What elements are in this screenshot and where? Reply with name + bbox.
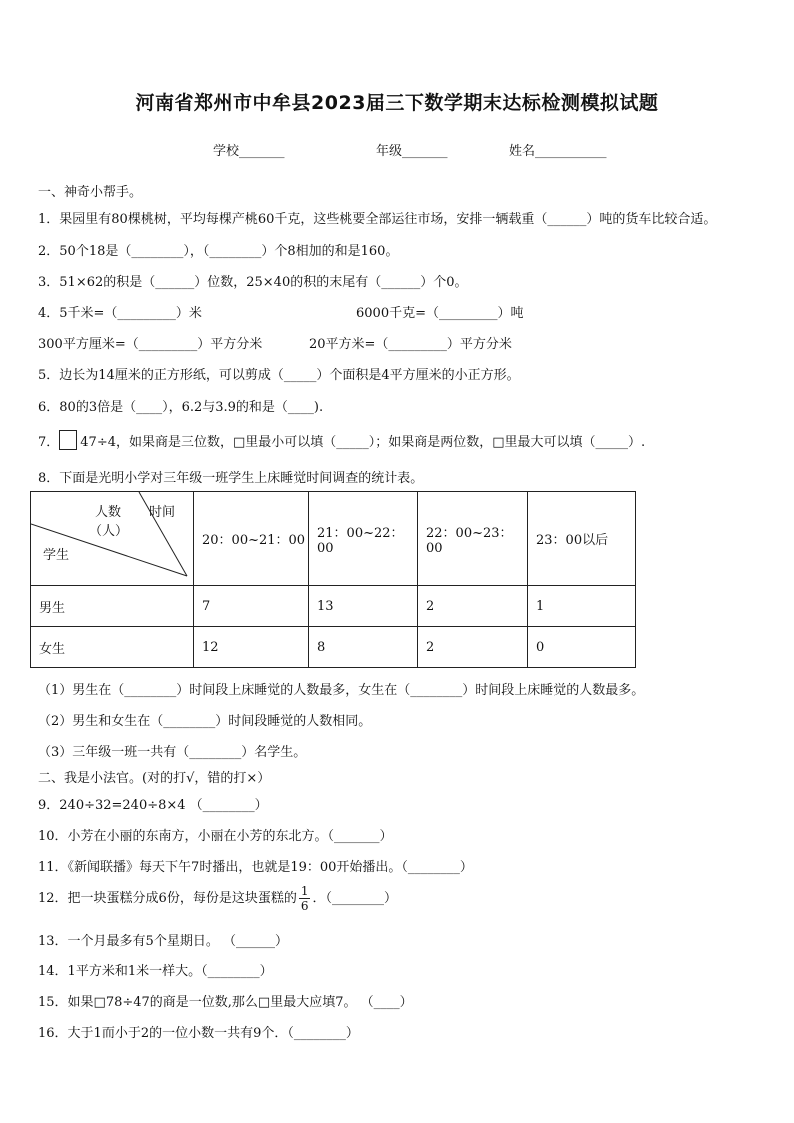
fraction-one-sixth [299, 884, 311, 913]
corner-time-label: 时间 [149, 505, 176, 520]
table-row-boys [31, 586, 636, 627]
corner-people-label: 人数 [95, 505, 122, 520]
question-16: 16．大于1而小于2的一位小数一共有9个．（________） [38, 1026, 359, 1041]
grade-field: 年级_______ [376, 144, 448, 159]
table-cell: 8 [309, 627, 418, 668]
question-4a: 4．5千米=（_________）米 [38, 306, 202, 321]
question-4b: 6000千克=（_________）吨 [356, 306, 524, 321]
question-8-1: （1）男生在（________）时间段上床睡觉的人数最多，女生在（________）时间段上床睡觉的人数最多。 [38, 683, 645, 698]
section-1-heading: 一、神奇小帮手。 [38, 185, 143, 200]
table-cell: 12 [194, 627, 309, 668]
corner-unit-label: （人） [89, 524, 129, 539]
question-4c: 300平方厘米=（_________）平方分米 [38, 337, 263, 352]
table-cell: 2 [418, 586, 528, 627]
question-6: 6．80的3倍是（____），6.2与3.9的和是（____). [38, 400, 324, 415]
table-cell: 7 [194, 586, 309, 627]
table-cell: 2 [418, 627, 528, 668]
header-time-3: 22：00~23：00 [418, 492, 528, 586]
header-time-1: 20：00~21：00 [194, 492, 309, 586]
question-1: 1．果园里有80棵桃树，平均每棵产桃60千克，这些桃要全部运往市场，安排一辆载重（______）吨的货车比较合适。 [38, 212, 717, 227]
table-corner-header [31, 492, 194, 586]
section-2-heading: 二、我是小法官。(对的打√，错的打×） [38, 771, 271, 786]
sleep-time-table [30, 491, 636, 668]
question-9: 9．240÷32=240÷8×4 （________） [38, 798, 268, 813]
question-13: 13．一个月最多有5个星期日。 （______） [38, 934, 288, 949]
table-cell: 13 [309, 586, 418, 627]
question-2: 2．50个18是（________），（________）个8相加的和是160。 [38, 244, 399, 259]
question-8: 8．下面是光明小学对三年级一班学生上床睡觉时间调查的统计表。 [38, 471, 424, 486]
question-10: 10．小芳在小丽的东南方，小丽在小芳的东北方。（_______） [38, 829, 393, 844]
table-cell: 0 [528, 627, 636, 668]
question-8-3: （3）三年级一班一共有（________）名学生。 [38, 745, 307, 760]
question-3: 3．51×62的积是（______）位数，25×40的积的末尾有（______）个0。 [38, 275, 468, 290]
question-5: 5．边长为14厘米的正方形纸，可以剪成（_____）个面积是4平方厘米的小正方形。 [38, 368, 520, 383]
question-8-2: （2）男生和女生在（________）时间段睡觉的人数相同。 [38, 714, 372, 729]
page-title: 河南省郑州市中牟县2023届三下数学期末达标检测模拟试题 [135, 92, 659, 114]
table-row-girls [31, 627, 636, 668]
header-time-4: 23：00以后 [528, 492, 636, 586]
question-7 [38, 430, 645, 450]
question-12-answer: ．（________） [312, 891, 397, 906]
fraction-denominator: 6 [300, 899, 309, 913]
table-cell: 1 [528, 586, 636, 627]
school-field: 学校_______ [213, 144, 285, 159]
name-field: 姓名___________ [509, 144, 607, 159]
question-12-text: 12．把一块蛋糕分成6份，每份是这块蛋糕的 [38, 891, 297, 906]
question-7-number: 7． [38, 435, 60, 450]
fraction-numerator: 1 [300, 884, 309, 898]
blank-box [59, 430, 77, 450]
question-15: 15．如果□78÷47的商是一位数,那么□里最大应填7。 （____） [38, 995, 413, 1010]
question-14: 14．1平方米和1米一样大。（________） [38, 964, 273, 979]
corner-student-label: 学生 [43, 548, 70, 563]
question-4d: 20平方米=（_________）平方分米 [309, 337, 512, 352]
question-12 [38, 884, 397, 913]
row-label-boys: 男生 [31, 586, 194, 627]
question-7-text: 47÷4，如果商是三位数，□里最小可以填（_____）；如果商是两位数，□里最大可以填（_____）. [80, 435, 646, 450]
question-11: 11．《新闻联播》每天下午7时播出，也就是19：00开始播出。（________） [38, 860, 473, 875]
header-time-2: 21：00~22：00 [309, 492, 418, 586]
row-label-girls: 女生 [31, 627, 194, 668]
